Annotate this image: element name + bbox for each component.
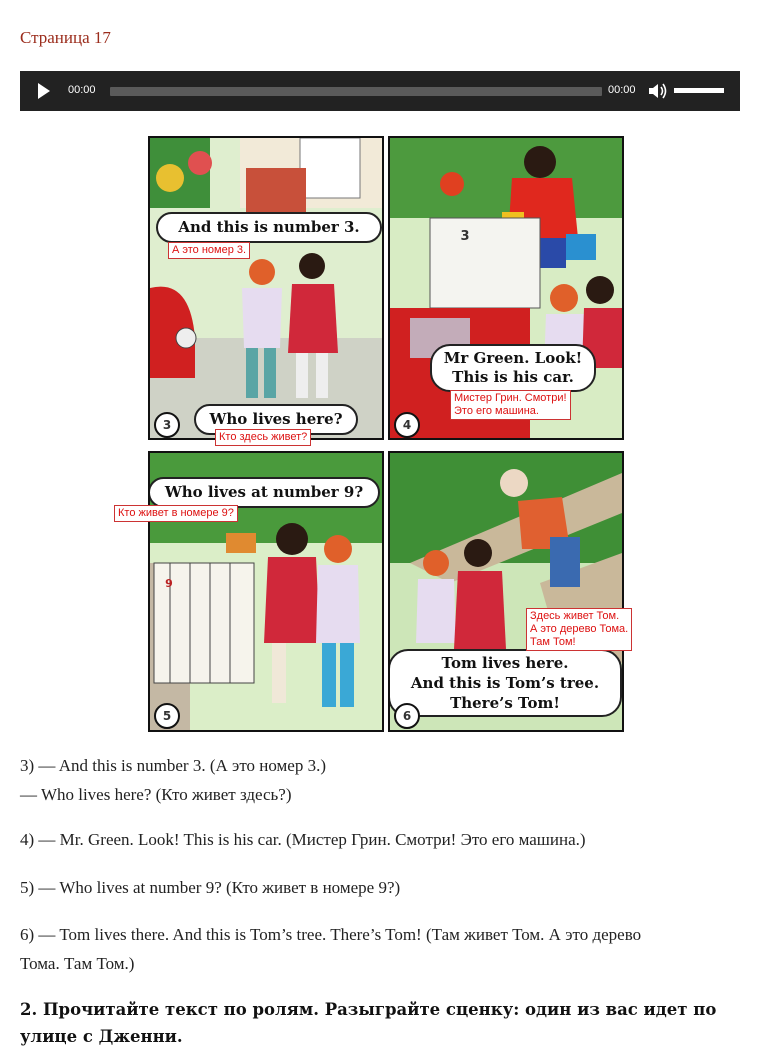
comic-strip: [118, 136, 629, 728]
comic-panel-4: [388, 136, 624, 440]
bubble-6-line-1: Tom lives here.: [441, 654, 569, 672]
gate-number-3: 3: [460, 229, 470, 244]
bubble-4-line-2: This is his car.: [452, 368, 574, 386]
transcript-line-6b: Тома. Там Том.): [20, 954, 135, 973]
comic-panel-5: [148, 451, 384, 732]
panel-number-4: 4: [394, 412, 420, 438]
panel-number-6: 6: [394, 703, 420, 729]
translation-5: Кто живет в номере 9?: [114, 505, 238, 522]
transcript-line-6a: 6) — Tom lives there. And this is Tom’s tree. There’s Tom! (Там живет Том. А это дерево: [20, 925, 642, 944]
bubble-4-line-1: Mr Green. Look!: [443, 349, 583, 367]
task-heading: [20, 996, 742, 1050]
translation-6: Здесь живет Том. А это дерево Тома. Там Том!: [526, 608, 632, 651]
panel-3-illustration: [150, 138, 382, 438]
transcript-line-3b: — Who lives here? (Кто живет здесь?): [20, 785, 292, 804]
speech-bubble-4: [430, 344, 596, 392]
translation-3-bottom: Кто здесь живет?: [215, 429, 311, 446]
transcript-line-5: 5) — Who lives at number 9? (Кто живет в номере 9?): [20, 878, 401, 897]
task-line-2: улице с Дженни.: [20, 1027, 183, 1046]
duration: 00:00: [608, 84, 636, 96]
transcript-6: [20, 920, 742, 978]
gate-number-9: 9: [165, 577, 173, 590]
volume-icon[interactable]: [648, 82, 668, 100]
comic-panel-3: [148, 136, 384, 440]
task-line-1: 2. Прочитайте текст по ролям. Разыграйте сценку: один из вас идет по: [20, 1000, 717, 1019]
translation-4: Мистер Грин. Смотри! Это его машина.: [450, 390, 571, 420]
bubble-6-line-2: And this is Tom’s tree.: [410, 674, 600, 692]
panel-number-5: 5: [154, 703, 180, 729]
current-time: 00:00: [68, 84, 96, 96]
speech-bubble-3-bottom: Who lives here?: [194, 404, 358, 435]
page-title: Страница 17: [20, 28, 111, 47]
speech-bubble-5: Who lives at number 9?: [148, 477, 380, 508]
speech-bubble-3-top: And this is number 3.: [156, 212, 382, 243]
bubble-6-line-3: There’s Tom!: [450, 694, 560, 712]
transcript-3: [20, 751, 742, 809]
comic-panel-6: [388, 451, 624, 732]
volume-slider[interactable]: [674, 88, 724, 93]
transcript-line-3a: 3) — And this is number 3. (А это номер 3.): [20, 756, 327, 775]
play-button[interactable]: [38, 83, 50, 99]
speech-bubble-6: [388, 649, 622, 717]
transcript-line-4: 4) — Mr. Green. Look! This is his car. (Мистер Грин. Смотри! Это его машина.): [20, 830, 586, 849]
panel-number-3: 3: [154, 412, 180, 438]
translation-3-top: А это номер 3.: [168, 242, 250, 259]
audio-player: [20, 71, 740, 111]
progress-bar[interactable]: [110, 87, 602, 96]
